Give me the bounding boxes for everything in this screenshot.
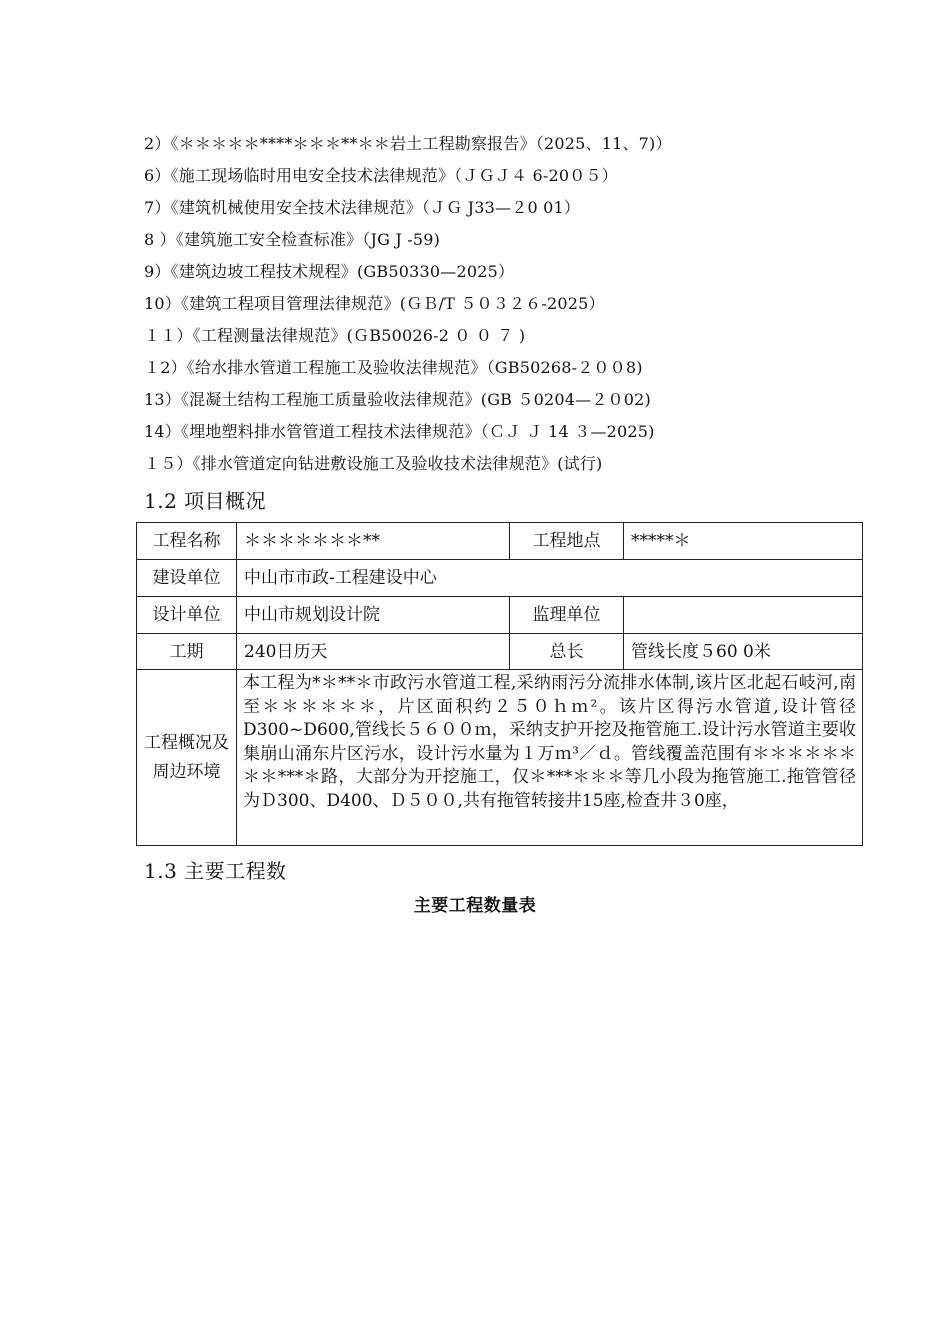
reference-item: 10）《建筑工程项目管理法律规范》(ＧＢ/T ５０３２６-2025） [144, 294, 605, 313]
builder-label: 建设单位 [137, 560, 237, 597]
table-row [137, 560, 863, 597]
reference-list [144, 128, 864, 480]
total-length-label: 总长 [510, 634, 624, 670]
quantity-table-caption: 主要工程数量表 [413, 896, 537, 916]
reference-item: 9）《建筑边坡工程技术规程》(GB50330—2025） [144, 262, 515, 281]
table-row [137, 597, 863, 634]
overview-description: 本工程为*＊**＊市政污水管道工程,采纳雨污分流排水体制,该片区北起石岐河,南至＊＊＊＊＊＊，片区面积约２５０ｈｍ²。该片区得污水管道,设计管径D300~D600,管线长５６００ｍ，采纳支护开挖及拖管施工.设计污水管道主要收集崩山涌东片区污水，设计污水量为１万ｍ³／ｄ。管线覆盖范围有＊＊＊＊＊＊＊＊***＊路，大部分为开挖施工，仅＊***＊＊＊等几小段为拖管施工.拖管管径为Ｄ300、D400、Ｄ５００,共有拖管转接井15座,检查井３0座， [237, 670, 863, 846]
project-overview-table [136, 522, 863, 846]
builder-value: 中山市市政-工程建设中心 [237, 560, 863, 597]
designer-value: 中山市规划设计院 [237, 597, 510, 634]
duration-value: 240日历天 [237, 634, 510, 670]
table-row [137, 634, 863, 670]
table-row [137, 523, 863, 560]
reference-item: １2）《给水排水管道工程施工及验收法律规范》（GB50268-２００8) [144, 358, 643, 377]
section-heading-project-overview: 1.2 项目概况 [144, 489, 267, 513]
overview-label: 工程概况及周边环境 [137, 670, 237, 846]
supervisor-value [624, 597, 863, 634]
reference-item: 8 ）《建筑施工安全检查标准》（JG J -59) [144, 230, 441, 249]
project-name-label: 工程名称 [137, 523, 237, 560]
location-label: 工程地点 [510, 523, 624, 560]
reference-item: 13）《混凝土结构工程施工质量验收法律规范》(GB ５0204—２０02) [144, 390, 651, 409]
reference-item: １１）《工程测量法律规范》(ＧB50026-2 ０ ０ ７ ) [144, 326, 526, 345]
reference-item: １５）《排水管道定向钻进敷设施工及验收技术法律规范》(试行) [144, 454, 603, 473]
supervisor-label: 监理单位 [510, 597, 624, 634]
duration-label: 工期 [137, 634, 237, 670]
reference-item: 2）《＊＊＊＊＊****＊＊＊**＊＊岩土工程勘察报告》（2025、11、7)） [144, 134, 672, 153]
designer-label: 设计单位 [137, 597, 237, 634]
total-length-value: 管线长度５60 0米 [624, 634, 863, 670]
table-row [137, 670, 863, 846]
reference-item: 14）《埋地塑料排水管管道工程技术法律规范》（ＣＪ Ｊ 14 ３—2025) [144, 422, 655, 441]
location-value: *****＊ [624, 523, 863, 560]
reference-item: 7）《建筑机械使用安全技术法律规范》（ＪＧ J33—２0 01） [144, 198, 581, 217]
section-heading-main-quantities: 1.3 主要工程数 [144, 859, 287, 883]
project-name-value: ＊＊＊＊＊＊＊** [237, 523, 510, 560]
reference-item: 6）《施工现场临时用电安全技术法律规范》（ＪＧＪ４ 6-20０５） [144, 166, 618, 185]
